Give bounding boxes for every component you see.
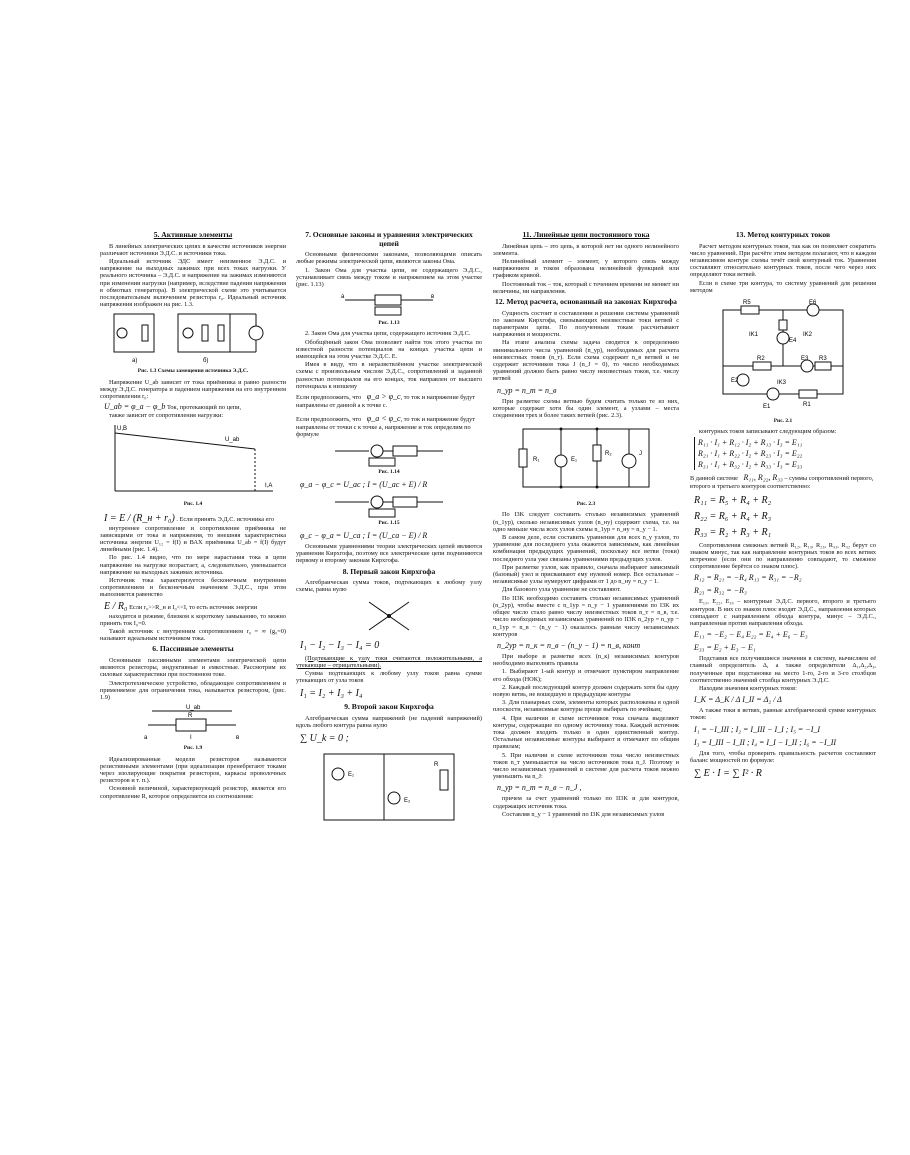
svg-text:U_ab: U_ab	[186, 705, 201, 712]
paragraph: По II3K необходимо составить столько независимых уравнений (n_2ур), чтобы вместе с n_1ур = n_у − 1 уравнениями по I3K их общее число стало равно числу неизвестных токов n_т = n_в, т.е. число необходимых независимых уравнений по II3K n_2ур = n_ур − n_1ур = n_в − (n_у − 1) оказалось равным числу независимых контуров	[493, 594, 679, 638]
paragraph: Нелинейный элемент – элемент, у которого связь между напряжением и током образована нелинейной функцией или графиком кривой.	[493, 258, 679, 280]
paragraph: Имея в виду, что в неразветвлённом участке электрической схемы с произвольным числом Э.Д.С., сопротивлений и заданной разностью потенциалов на его концах, ток направлен от высшего потенциала к низшему	[296, 361, 482, 390]
paragraph: 1. Закон Ома для участка цепи, не содержащего Э.Д.С., устанавливает связь между током и напряжением на этом участке (рис. 1.13)	[296, 266, 482, 288]
section-13-title: 13. Метод контурных токов	[735, 230, 831, 239]
lecture-sheet	[100, 228, 880, 1088]
figure-1-15	[329, 492, 449, 518]
figure-1-13-caption: Рис. 1.13	[378, 320, 400, 327]
paragraph: При разметке узлов, как правило, сначала выбирают зависимый (базовый) узел и присваивают ему нулевой номер. Все остальные – независимые узлы нумеруют цифрами от 1 до n_ну = n_у − 1.	[493, 563, 679, 586]
paragraph: находится в режиме, близком к короткому замыканию, то можно принять ток I₀=0.	[100, 612, 286, 627]
paragraph: Алгебраическая сумма напряжений (не падений напряжений) вдоль любого контура равна нулю	[296, 715, 482, 730]
formula-r-diag: R₁₁, R₂₂, R₃₃	[743, 473, 783, 483]
formula-r11: R₁₁ = R₅ + R₄ + R₂	[694, 494, 772, 506]
paragraph: Линейная цепь – это цепь, в которой нет ни одного нелинейного элемента.	[493, 242, 679, 257]
formula-nur-j: n_ур = n_т = n_в − n_J ,	[497, 783, 582, 793]
paragraph: По рис. 1.4 видно, что по мере нарастания тока в цепи напряжение на нагрузке возрастает, а, следовательно, уменьшается напряжение на выходных зажимах источника.	[100, 554, 286, 576]
paragraph: 5. При наличии в схеме источников тока число неизвестных токов n_т уменьшается на число источников тока n_J. Поэтому и число независимых уравнений в системе для расчета токов можно уменьшить на n_J:	[493, 751, 679, 781]
figure-1-3-caption: Рис. 1.3 Схемы замещения источника Э.Д.С.	[137, 368, 249, 375]
paragraph: Постоянный ток – ток, который с течением времени не меняет ни величины, ни направления.	[493, 280, 679, 295]
paragraph: Основными пассивными элементами электрической цепи являются резисторы, индуктивные и емкостные. Рассмотрим их силовые характеристики при постоянном токе.	[100, 657, 286, 679]
formula-branch-2: I₃ = I_III − I_II ; I₄ = I_I − I_II ; I₆ = −I_II	[694, 737, 837, 747]
section-6-title: 6. Пассивные элементы	[152, 644, 234, 654]
svg-text:J: J	[639, 451, 642, 458]
paragraph: Если в схеме три контура, то систему уравнений для решения методом	[690, 279, 876, 294]
svg-text:E₂: E₂	[404, 798, 411, 805]
formula-loop-currents: I_K = Δ_K / Δ I_II = Δ₂ / Δ	[694, 695, 782, 705]
paragraph: Находим значения контурных токов:	[699, 685, 797, 693]
formula-potentials: φ_a > φ_c	[366, 392, 401, 402]
svg-text:I,A: I,A	[265, 483, 273, 490]
paragraph: Алгебраическая сумма токов, подтекающих к любому узлу схемы, равна нулю	[296, 579, 482, 594]
svg-text:E3: E3	[801, 356, 809, 363]
svg-text:E2: E2	[731, 378, 739, 385]
figure-2-3-caption: Рис. 2.3	[576, 501, 596, 508]
formula-e33: E₃₃ = E₂ + E₃ − E₁	[694, 643, 756, 653]
formula-r33: R₃₃ = R₂ + R₃ + R₁	[694, 526, 772, 538]
formula-ohm-ac: φ_a − φ_c = U_ac ; I = (U_ac + E) / R	[300, 479, 428, 489]
formula-note: Если r₀>>R_н и I₀<<I, то есть источник энергии	[129, 603, 258, 611]
svg-text:R₁: R₁	[533, 457, 540, 464]
svg-text:a: a	[341, 294, 345, 301]
section-5-title: 5. Активные элементы	[153, 230, 233, 239]
svg-text:IK3: IK3	[777, 380, 787, 387]
equation-row-3: R₃₁ · I₁ + R₃₂ · I₂ + R₃₃ · I₃ = E₃₃	[698, 460, 803, 470]
paragraph: также зависит от сопротивления нагрузки:	[109, 412, 224, 420]
paragraph: Составляя n_у − 1 уравнений по I3K для независимых узлов	[502, 810, 665, 818]
section-8-title: 8. Первый закон Кирхгофа	[342, 566, 436, 576]
svg-text:a: a	[144, 735, 148, 742]
svg-text:б): б)	[203, 358, 209, 365]
figure-1-9	[138, 703, 248, 743]
svg-text:R₂: R₂	[605, 451, 612, 458]
svg-text:а): а)	[132, 358, 138, 365]
formula-r22: R₂₂ = R₆ + R₄ + R₃	[694, 510, 772, 522]
column-1	[100, 228, 286, 1088]
paragraph: В самом деле, если составить уравнения для всех n_у узлов, то уравнение для последнего узла окажется зависимым, как линейная комбинация предыдущих уравнений, поскольку все ветви (токи) последнего узла уже связаны уравнениями предыдущих узлов.	[493, 534, 679, 563]
svg-text:R: R	[434, 762, 439, 769]
formula-n2ur: n_2ур = n_к = n_в − (n_у − 1) = n_в, конт	[497, 640, 641, 650]
paragraph: Расчет методом контурных токов, так как он позволяет сократить число уравнений. При расчёте этим методом полагают, что в каждом независимом контуре схемы течёт свой контурный ток. Уравнения составляют относительно контурных токов, после чего через них определяют токи ветвей.	[690, 242, 876, 279]
formula-kirchhoff-1: I₁ − I₂ − I₃ − I₄ = 0	[300, 639, 380, 651]
figure-1-4-caption: Рис. 1.4	[183, 501, 203, 508]
text: , то ток и напряжение будут направлены от данной a к точке c.	[296, 394, 476, 410]
figure-1-15-caption: Рис. 1.15	[378, 519, 400, 526]
svg-text:U,B: U,B	[117, 426, 128, 433]
figure-node	[359, 596, 419, 636]
section-12-title: 12. Метод расчета, основанный на законах Кирхгофа	[495, 297, 677, 307]
section-11-title: 11. Линейные цепи постоянного тока	[522, 230, 650, 239]
paragraph: 2. Закон Ома для участка цепи, содержащего источник Э.Д.С.	[305, 330, 471, 338]
equation-row-2: R₂₁ · I₁ + R₂₂ · I₂ + R₂₃ · I₃ = E₂₂	[698, 449, 803, 459]
paragraph: Сущность состоит в составлении и решении системы уравнений по законам Кирхгофа, связывающих неизвестные токи ветвей с параметрами цепи. По полученным токам рассчитывают напряжения и мощности.	[493, 309, 679, 339]
paragraph: 3. Для планарных схем, элементы которых расположены в одной плоскости, независимые контуры проще выбирать по ячейкам;	[493, 699, 679, 714]
svg-text:R2: R2	[757, 356, 765, 363]
paragraph: Для базового узла уравнение не составляют.	[502, 586, 621, 594]
paragraph: Такой источник с внутренним сопротивлением r₀ = ∞ (g₀=0) называют идеальным источником тока.	[100, 628, 286, 643]
svg-text:I: I	[190, 735, 192, 742]
paragraph: E₁₁, E₂₂, E₃₃ – контурные Э.Д.С. первого, второго и третьего контуров. В них со знаком плюс входят Э.Д.С., направления которых совпадают с направлением обхода контура, минус – Э.Д.С., направленная против направления обхода.	[690, 598, 876, 628]
column-4	[690, 228, 876, 1088]
column-3	[493, 228, 679, 1088]
svg-text:IK2: IK2	[803, 332, 813, 339]
paragraph: 2. Каждый последующий контур должен содержать хотя бы одну новую ветвь, не вошедшую в предыдущие контуры	[493, 683, 679, 698]
formula-current: I = E / (R_н + r₀)	[104, 512, 175, 524]
figure-kirchhoff-2	[314, 748, 464, 824]
svg-text:R1: R1	[803, 402, 811, 409]
paragraph: (Подтекающие к узлу токи считаются положительными, а утекающие – отрицательными).	[296, 654, 482, 669]
svg-text:E₁: E₁	[571, 457, 578, 464]
formula-kirchhoff-2: ∑ U_k = 0 ;	[300, 733, 349, 745]
svg-text:в: в	[236, 735, 240, 742]
paragraph: причем за счет уравнений только по II3K и для контуров, содержащих источник тока.	[493, 795, 679, 810]
figure-1-4	[105, 421, 281, 499]
paragraph: Идеализированные модели резисторов называются резистивными элементами (при идеализации пренебрегают токами через изолирующие покрытия резисторов, каркасы проволочных резисторов и т. п.).	[100, 755, 286, 785]
section-7-title: 7. Основные законы и уравнения электрических цепей	[305, 230, 473, 248]
paragraph: Основной величиной, характеризующей резистор, является его сопротивление R, которое определяется из соотношения:	[100, 785, 286, 800]
figure-1-14-caption: Рис. 1.14	[378, 468, 400, 475]
svg-text:IK1: IK1	[749, 332, 759, 339]
paragraph: Напряжение U_ab зависит от тока приёмника и равно разности между Э.Д.С. генератора и падением напряжения на его внутреннем сопротивлении r₀:	[100, 378, 286, 401]
formula-note: . Если принять Э.Д.С. источника его	[176, 515, 274, 523]
svg-text:в: в	[431, 294, 435, 301]
figure-1-3	[108, 310, 278, 366]
section-9-title: 9. Второй закон Кирхгофа	[344, 702, 434, 712]
paragraph: Идеальный источник ЭДС имеет неизменное Э.Д.С. и напряжение на выходных зажимах при всех токах нагрузки. У реального источника – Э.Д.С. и напряжение на зажимах изменяются при изменении нагрузки (например, вследствие падения напряжения в обмотках генератора). В электрической схеме это учитывается последовательным включением резистора r₀. Идеальный источник напряжения изображен на рис. 1.3.	[100, 258, 286, 309]
text: – суммы сопротивлений первого, второго и третьего контуров соответственно:	[690, 475, 874, 491]
paragraph: По I3K следует составить столько независимых уравнений (n_1ур), сколько независимых узлов (n_ну) содержит схема, т.е. на одно меньше числа всех узлов схемы n_1ур = n_ну = n_у − 1.	[493, 511, 679, 533]
figure-2-3	[511, 421, 661, 499]
paragraph: Обобщённый закон Ома позволяет найти ток этого участка по известной разности потенциалов на концах участка цепи и имеющейся на этом участке Э.Д.С. E.	[296, 338, 482, 361]
column-2	[296, 228, 482, 1088]
formula-r12: R₁₂ = R₂₁ = −R₄ R₁₃ = R₃₁ = −R₂	[694, 573, 802, 583]
paragraph: Источник тока характеризуется бесконечным внутренним сопротивлением и бесконечным значением Э.Д.С., при этом выполняется равенство	[100, 577, 286, 599]
svg-text:R3: R3	[819, 356, 827, 363]
svg-text:U_ab: U_ab	[225, 437, 240, 444]
svg-text:E₁: E₁	[348, 772, 355, 779]
figure-2-1	[703, 296, 863, 416]
formula-e-r0: E / R₀	[104, 600, 128, 612]
svg-text:E1: E1	[763, 404, 771, 411]
text: Если предположить, что	[296, 416, 362, 424]
formula-kirchhoff-1b: I₁ = I₂ + I₃ + I₄	[300, 688, 363, 700]
paragraph: 1. Выбирают 1-ый контур и отмечают пунктиром направление его обхода (НОК);	[493, 668, 679, 683]
text: , то ток и напряжение будут направлены от точки c к точке a, напряжение и ток определим по формуле	[296, 416, 476, 439]
paragraph: Для того, чтобы проверить правильность расчетов составляют баланс мощностей по формуле:	[690, 749, 876, 764]
paragraph: контурных токов записывают следующим образом:	[699, 428, 837, 436]
formula-r23: R₂₃ = R₃₂ = −R₃	[694, 586, 747, 596]
paragraph: Сумма подтекающих к любому узлу токов равна сумме утекающих от узла токов	[296, 670, 482, 685]
paragraph: 4. При наличии в схеме источников тока сначала выделяют контуры, содержащие по одному источнику тока. Каждый источник тока должен входить только в один единственный контур. Остальные независимые контуры выбирают и отмечают по общим правилам;	[493, 714, 679, 751]
paragraph: Основными уравнениями теории электрических цепей являются уравнения Кирхгофа, поэтому все электрические цепи подчиняются первому и второму законам Кирхгофа.	[296, 543, 482, 565]
paragraph: Основными физическими законами, позволяющими описать любые режимы электрической цепи, являются законы Ома.	[296, 251, 482, 266]
figure-1-14	[329, 441, 449, 467]
paragraph: Электротехническое устройство, обладающее сопротивлением и применяемое для ограничения тока, называется резистором, (рис. 1.9)	[100, 679, 286, 702]
paragraph: Сопротивления смежных ветвей R₁₂, R₁₃, R₂₃, R₃₁, R₃₂ берут со знаком минус, так как направление контурных токов во всех ветвях встречное (если они по направлению совпадают, то смежное сопротивление берётся со знаком плюс).	[690, 541, 876, 571]
formula-ohm-ca: φ_c − φ_a = U_ca ; I = (U_ca − E) / R	[300, 531, 428, 541]
formula-e11: E₁₁ = −E₂ − E₄ E₂₂ = E₄ + E₆ − E₃	[694, 630, 808, 640]
equation-row-1: R₁₁ · I₁ + R₁₂ · I₂ + R₁₃ · I₃ = E₁₁	[698, 438, 803, 448]
formula-note: Ток, протекающий по цепи,	[167, 404, 242, 412]
text: В данной системе	[690, 475, 738, 483]
svg-text:R: R	[188, 713, 193, 720]
paragraph: А также токи в ветвях, равные алгебраической сумме контурных токов:	[690, 707, 876, 722]
paragraph: При разметке схемы ветвью будем считать только те из них, которые содержат хотя бы один элемент, а узлами – места соединения трех и более таких ветвей (рис. 2.3).	[493, 397, 679, 420]
paragraph: При выборе и разметке всех (n_к) независимых контуров необходимо выполнять правила	[493, 652, 679, 668]
figure-1-9-caption: Рис. 1.9	[183, 745, 203, 752]
paragraph: внутреннее сопротивление и сопротивление приёмника не зависящими от тока и напряжения, то внешняя характеристика источника энергии U₁₂ = f(I) и ВАХ приёмника U_ab = f(I) будут линейными (рис. 1.4).	[100, 524, 286, 554]
formula-uab: U_ab = φ_a − φ_b	[104, 402, 166, 412]
formula-potentials: φ_a < φ_c	[366, 414, 401, 424]
formula-nur: n_ур = n_т = n_в	[497, 385, 557, 395]
formula-branch-1: I₁ = −I_III ; I₂ = I_III − I_I ; I₅ = −I_I	[694, 724, 821, 734]
paragraph: Подставив все получившиеся значения в систему, вычисляем её главный определитель Δ, а также определители Δ₁,Δ₂,Δ₃, полученные при подстановке на место 1-го, 2-го и 3-го столбцов соответственно значений столбца контурных Э.Д.С.	[690, 655, 876, 684]
paragraph: На этапе анализа схемы задача сводится к определению минимального числа уравнений (n_ур), необходимых для расчета неизвестных токов (n_т). Если схема содержит n_в ветвей и не содержит источников тока J (n_J = 0), то число необходимых уравнений должно быть равно числу неизвестных токов, т.е. числу ветвей	[493, 339, 679, 383]
figure-2-1-caption: Рис. 2.1	[773, 418, 793, 425]
svg-text:E4: E4	[789, 338, 797, 345]
paragraph: В линейных электрических цепях в качестве источников энергии различают источники Э.Д.С. и источники тока.	[100, 242, 286, 257]
svg-text:R5: R5	[743, 300, 751, 307]
svg-text:E6: E6	[809, 300, 817, 307]
formula-power-balance: ∑ E · I = ∑ I² · R	[694, 768, 762, 780]
text: Если предположить, что	[296, 394, 362, 402]
figure-1-13	[339, 290, 439, 318]
